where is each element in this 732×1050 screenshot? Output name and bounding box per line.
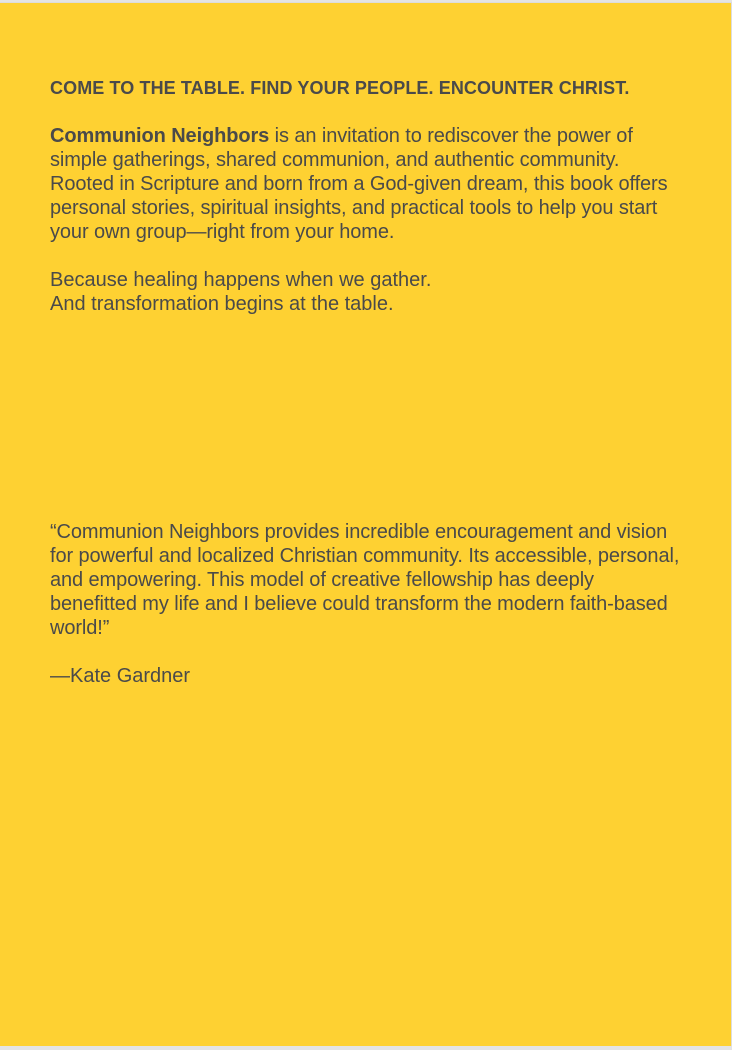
cover-content bbox=[50, 76, 670, 316]
tagline bbox=[50, 268, 670, 316]
book-title-bold: Communion Neighbors bbox=[50, 125, 270, 147]
tagline-line-1: Because healing happens when we gather. bbox=[50, 269, 432, 291]
back-cover-page bbox=[0, 3, 731, 1046]
description-paragraph bbox=[50, 124, 670, 244]
tagline-line-2: And transformation begins at the table. bbox=[50, 293, 394, 315]
endorsement-attribution: —Kate Gardner bbox=[50, 665, 191, 687]
description-text: is an invitation to rediscover the power of simple gatherings, shared communion, and authentic community. Rooted in Scripture and born from a God-given dream, this book offers personal stories, spiritual insights, and practical tools to help you start your own group—right from your home. bbox=[50, 125, 668, 243]
headline: COME TO THE TABLE. FIND YOUR PEOPLE. ENCOUNTER CHRIST. bbox=[50, 78, 630, 98]
endorsement-quote: “Communion Neighbors provides incredible encouragement and vision for powerful and localized Christian community. Its accessible, personal, and empowering. This model of creative fellowship has deeply benefitted my life and I believe could transform the modern faith-based world!” bbox=[50, 521, 680, 639]
document-frame bbox=[0, 2, 732, 1046]
